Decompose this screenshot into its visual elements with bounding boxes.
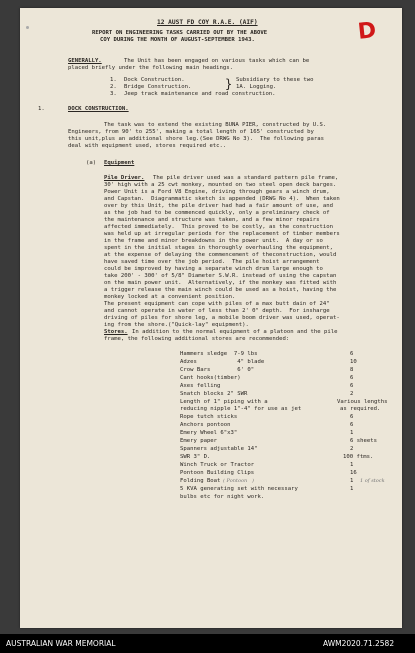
pile-paragraph-line: The present equipment can cope with piles of a max butt dain of 24" — [104, 301, 330, 307]
store-item: Winch Truck or Tractor — [180, 462, 255, 468]
dock-paragraph-line: Engineers, from 90' to 255', making a total length of 165' constructed by — [68, 129, 314, 135]
pile-paragraph-line: have saved time over the job period. The pile hoist arrangement — [104, 259, 320, 265]
list-item-text: Jeep track maintenance and road construction. — [124, 91, 276, 97]
store-qty: 6 — [350, 375, 354, 381]
list-item-number: 1. — [110, 77, 117, 83]
archive-footer — [0, 634, 415, 653]
store-item: Adzes 4" blade — [180, 359, 265, 365]
store-item: Spanners adjustable 14" — [180, 446, 258, 452]
store-qty: 16 — [350, 470, 357, 476]
store-qty: 6 — [350, 414, 354, 420]
pile-paragraph-line: take 200' - 300' of 5/8" Diameter S.W.R. instead of using the capstan — [104, 273, 337, 279]
stores-heading: Stores. — [104, 329, 128, 335]
store-qty: as required. — [340, 406, 381, 412]
store-item: Pontoon Building Clips — [180, 470, 255, 476]
generally-heading: GENERALLY. — [68, 58, 102, 64]
pile-paragraph-line: monkey locked at a convenient position. — [104, 294, 236, 300]
store-qty: 2 — [350, 391, 354, 397]
store-qty: 1 — [350, 478, 354, 484]
section-1-number: 1. — [38, 106, 45, 112]
list-item-text: Dock Construction. — [124, 77, 185, 83]
generally-line-2: placed briefly under the following main headings. — [68, 65, 234, 71]
pile-paragraph-line: In addition to the normal equipment of a platoon and the pile — [132, 329, 338, 335]
store-qty: 6 sheets — [350, 438, 377, 444]
dock-paragraph-line: deal with equipment used, stores required etc.. — [68, 143, 227, 149]
footer-institution: AUSTRALIAN WAR MEMORIAL — [6, 639, 116, 648]
store-item: Length of 1" piping with a — [180, 399, 268, 405]
red-handwritten-mark: D — [356, 18, 378, 45]
pile-paragraph-line: ing from the shore.("Quick-lay" equipment). — [104, 322, 249, 328]
store-qty: 6 — [350, 351, 354, 357]
pile-paragraph-line: frame, the following additional stores are recommended: — [104, 336, 290, 342]
store-qty: 10 — [350, 359, 357, 365]
store-qty: 1 — [350, 430, 354, 436]
store-qty: 2 — [350, 446, 354, 452]
dock-paragraph-line: The task was to extend the existing BUNA PIER, constructed by U.S. — [104, 122, 327, 128]
store-item: bulbs etc for night work. — [180, 494, 265, 500]
store-item: Snatch blocks 2" SWR — [180, 391, 248, 397]
store-item: Anchors pontoon — [180, 422, 231, 428]
subtitle-line-2: COY DURING THE MONTH OF AUGUST-SEPTEMBER 1943. — [100, 37, 255, 43]
store-item: 5 KVA generating set with necessary — [180, 486, 298, 492]
pile-paragraph-line: and cannot operate in water of less than 2' 0" depth. For insharge — [104, 308, 330, 314]
pile-paragraph-line: 30' high with a 25 cwt monkey, mounted on two steel open deck barges. — [104, 182, 337, 188]
store-qty: 100 ftms. — [343, 454, 374, 460]
pile-paragraph-line: Power Unit is a Ford V8 Engine, driving through gears a winch drum, — [104, 189, 330, 195]
document-title: 12 AUST FD COY R.A.E. (AIF) — [157, 19, 258, 26]
dock-paragraph-line: this unit,plus an additional shore leg.(See DRWG No 3). The following paras — [68, 136, 324, 142]
store-item: Rope tutch sticks — [180, 414, 238, 420]
pile-paragraph-line: a trigger release the main winch could be used as a hoist, having the — [104, 287, 337, 293]
store-item: Folding Boat — [180, 478, 221, 484]
pile-paragraph-line: spent in the initial stages in thoroughly overhauling the equipment, — [104, 245, 334, 251]
store-item: Hammers sledge 7-9 lbs — [180, 351, 258, 357]
pile-paragraph-line: on the main power unit. Alternatively, if the monkey was fitted with — [104, 280, 337, 286]
pile-driver-heading: Pile Driver. — [104, 175, 145, 181]
list-item-note: Subsidiary to these two — [236, 77, 314, 83]
store-qty: Various lengths — [337, 399, 388, 405]
store-qty: 8 — [350, 367, 354, 373]
subtitle-line-1: REPORT ON ENGINEERING TASKS CARRIED OUT BY THE ABOVE — [92, 30, 268, 36]
list-item-text: Bridge Construction. — [124, 84, 192, 90]
pile-paragraph-line: driving of piles for shore leg, a mobile boom driver was used, operat- — [104, 315, 340, 321]
pile-paragraph-line: over by this Unit, the pile driver had had a fair amount of use, and — [104, 203, 334, 209]
store-item: Cant hooks(timber) — [180, 375, 241, 381]
punch-hole — [26, 26, 29, 29]
store-item: Emery paper — [180, 438, 218, 444]
list-item-number: 3. — [110, 91, 117, 97]
pile-paragraph-line: as the job had to be commenced quickly, only a preliminary check of — [104, 210, 330, 216]
pile-paragraph-line: could be improved by having a separate winch drum large enough to — [104, 266, 323, 272]
pile-paragraph-line: in the frame and minor breakdowns in the power unit. A day or so — [104, 238, 323, 244]
footer-reference: AWM2020.71.2582 — [323, 639, 395, 648]
store-qty: 1 — [350, 462, 354, 468]
equipment-heading: Equipment — [104, 160, 135, 166]
brace-glyph: } — [225, 77, 233, 91]
pile-paragraph-line: The pile driver used was a standard pattern pile frame, — [153, 175, 339, 181]
dock-construction-heading: DOCK CONSTRUCTION. — [68, 106, 129, 112]
list-item-note: 1A. Logging. — [236, 84, 277, 90]
pencil-annotation: ( Pontoon ) — [223, 478, 254, 484]
document-page — [20, 8, 402, 628]
pencil-annotation: 1 of stock — [360, 478, 385, 484]
store-item: SWR 3" D. — [180, 454, 211, 460]
pile-paragraph-line: was held up at irregular periods for the replacement of timber members — [104, 231, 340, 237]
pile-paragraph-line: at the expense of delaying the commencement of theconstruction, would — [104, 252, 337, 258]
store-item: Axes felling — [180, 383, 221, 389]
store-qty: 6 — [350, 422, 354, 428]
subsection-a-label: (a) — [86, 160, 97, 166]
store-qty: 1 — [350, 486, 354, 492]
pile-paragraph-line: the maintenance and structure was taken, and a few minor repairs — [104, 217, 320, 223]
pile-paragraph-line: affected immediately. This proved to be costly, as the construction — [104, 224, 334, 230]
store-item: Crow Bars 6' 0" — [180, 367, 255, 373]
list-item-number: 2. — [110, 84, 117, 90]
store-item: reducing nipple 1"-4" for use as jet — [180, 406, 302, 412]
store-qty: 6 — [350, 383, 354, 389]
store-item: Emery Wheel 6"x3" — [180, 430, 238, 436]
pile-paragraph-line: and Capstan. Diagrammatic sketch is appended (DRWG No 4). When taken — [104, 196, 340, 202]
generally-line-1: The Unit has been engaged on various tasks which can be — [124, 58, 310, 64]
